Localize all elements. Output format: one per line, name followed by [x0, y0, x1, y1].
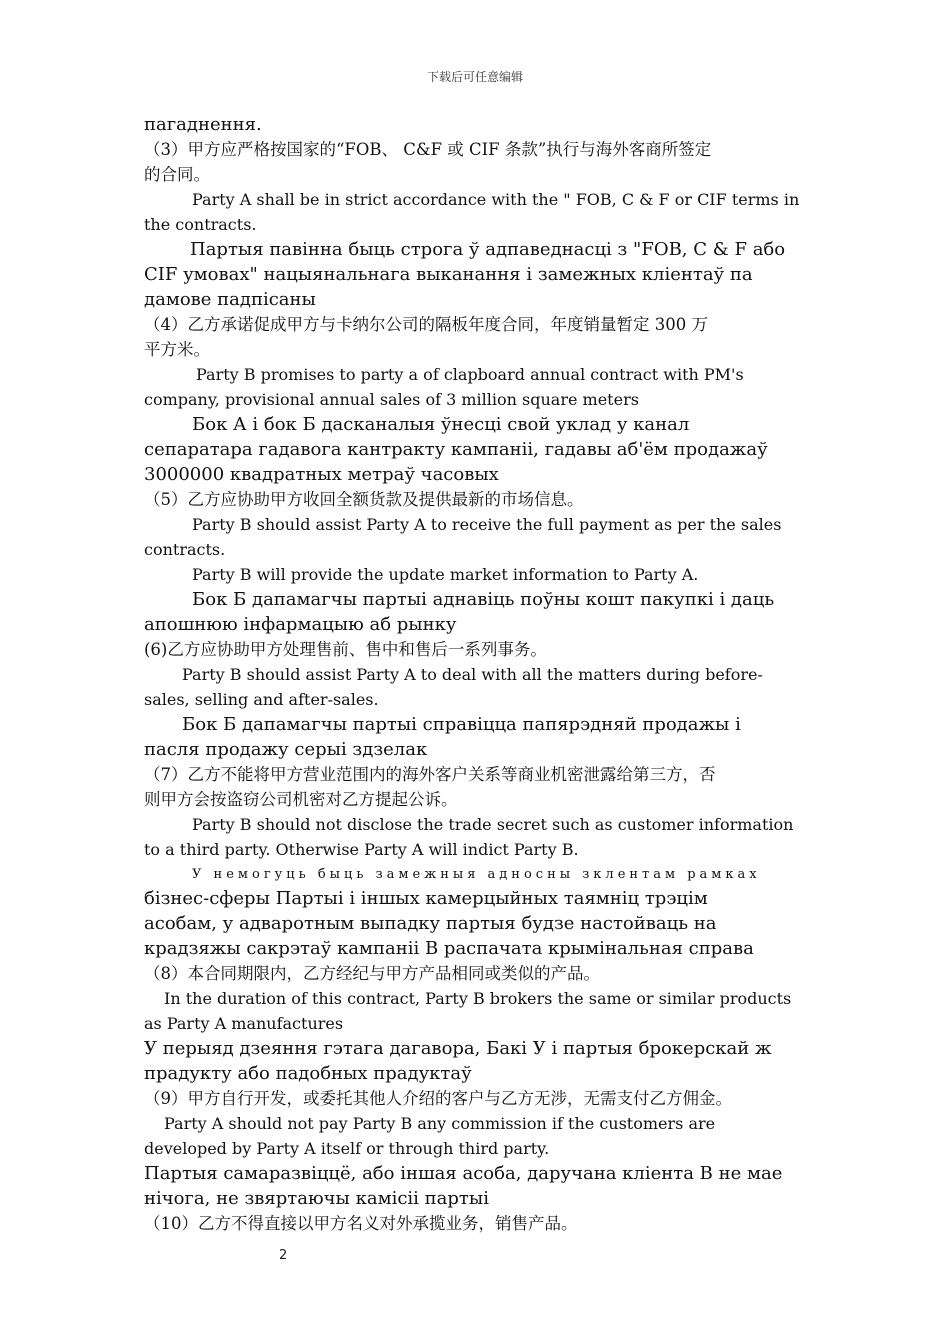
- text-line: дамове падпісаны: [144, 289, 316, 310]
- text-line: прадукту або падобных прадуктаў: [144, 1063, 472, 1084]
- text-line: （8）本合同期限内，乙方经纪与甲方产品相同或类似的产品。: [144, 964, 600, 983]
- text-line: sales, selling and after-sales.: [144, 690, 379, 709]
- text-line: （3）甲方应严格按国家的“FOB、 C&F 或 CIF 条款”执行与海外客商所签定: [144, 140, 712, 159]
- text-line: （7）乙方不能将甲方营业范围内的海外客户关系等商业机密泄露给第三方，否: [144, 765, 716, 784]
- text-line: company, provisional annual sales of 3 million square meters: [144, 390, 639, 409]
- text-line: developed by Party A itself or through third party.: [144, 1139, 550, 1158]
- text-line: （10）乙方不得直接以甲方名义对外承揽业务，销售产品。: [144, 1214, 578, 1233]
- text-line: the contracts.: [144, 215, 257, 234]
- text-line: Бок Б дапамагчы партыі справіцца папярэдняй продажы і: [182, 714, 741, 735]
- text-line: Party A shall be in strict accordance with the " FOB, C & F or CIF terms in: [192, 190, 800, 209]
- text-line: Party B will provide the update market information to Party A.: [192, 565, 699, 584]
- text-line: У немогуць быць замежныя адносны зклентам рамках: [192, 867, 761, 882]
- text-line: contracts.: [144, 540, 226, 559]
- page-header: 下载后可任意编辑: [426, 70, 523, 84]
- text-line: Party B should assist Party A to receive the full payment as per the sales: [192, 515, 782, 534]
- text-line: （4）乙方承诺促成甲方与卡纳尔公司的隔板年度合同，年度销量暂定 300 万: [144, 315, 708, 334]
- text-line: апошнюю інфармацыю аб рынку: [144, 614, 457, 635]
- text-line: 平方米。: [144, 340, 210, 359]
- document-body: [144, 112, 834, 1236]
- text-line: асобам, у адваротным выпадку партыя будзе настойваць на: [144, 913, 717, 934]
- text-line: （9）甲方自行开发，或委托其他人介绍的客户与乙方无涉，无需支付乙方佣金。: [144, 1089, 732, 1108]
- text-line: Партыя павінна быць строга ў адпаведнасці з "FOB, C & F або: [190, 239, 786, 260]
- text-line: нічога, не звяртаючы камісіі партыі: [144, 1188, 489, 1209]
- text-line: пасля продажу серыі здзелак: [144, 739, 428, 760]
- text-line: 3000000 квадратных метраў часовых: [144, 464, 499, 485]
- text-line: Бок Б дапамагчы партыі аднавіць поўны кошт пакупкі і даць: [192, 589, 775, 610]
- text-line: as Party A manufactures: [144, 1014, 344, 1033]
- text-line: （5）乙方应协助甲方收回全额货款及提供最新的市场信息。: [144, 490, 584, 509]
- text-line: бізнес-сферы Партыі і іншых камерцыйных таямніц трэцім: [144, 888, 708, 909]
- text-line: пагаднення.: [144, 114, 262, 135]
- text-line: 则甲方会按盗窃公司机密对乙方提起公诉。: [144, 790, 458, 809]
- page-number: 2: [279, 1248, 288, 1263]
- text-line: Party B should assist Party A to deal with all the matters during before-: [182, 665, 763, 684]
- text-line: Party B promises to party a of clapboard annual contract with PM's: [196, 365, 744, 384]
- text-line: сепаратара гадавога кантракту кампаніі, гадавы аб'ём продажаў: [144, 439, 768, 460]
- text-line: 的合同。: [144, 165, 210, 184]
- text-line: Бок А і бок Б дасканалыя ўнесці свой уклад у канал: [192, 414, 690, 435]
- text-line: to a third party. Otherwise Party A will indict Party B.: [144, 840, 579, 859]
- text-line: CIF умовах" нацыянальнага выканання і замежных кліентаў па: [144, 264, 753, 285]
- text-line: Партыя самаразвіццё, або іншая асоба, даручана кліента B не мае: [144, 1163, 783, 1184]
- text-line: Party B should not disclose the trade secret such as customer information: [192, 815, 794, 834]
- text-line: In the duration of this contract, Party B brokers the same or similar products: [164, 989, 792, 1008]
- text-line: (6)乙方应协助甲方处理售前、售中和售后一系列事务。: [144, 640, 547, 659]
- text-line: Party A should not pay Party B any commission if the customers are: [164, 1114, 716, 1133]
- text-line: У перыяд дзеяння гэтага дагавора, Бакі У і партыя брокерскай ж: [144, 1038, 772, 1059]
- text-line: крадзяжы сакрэтаў кампаніі B распачата крымінальная справа: [144, 938, 754, 959]
